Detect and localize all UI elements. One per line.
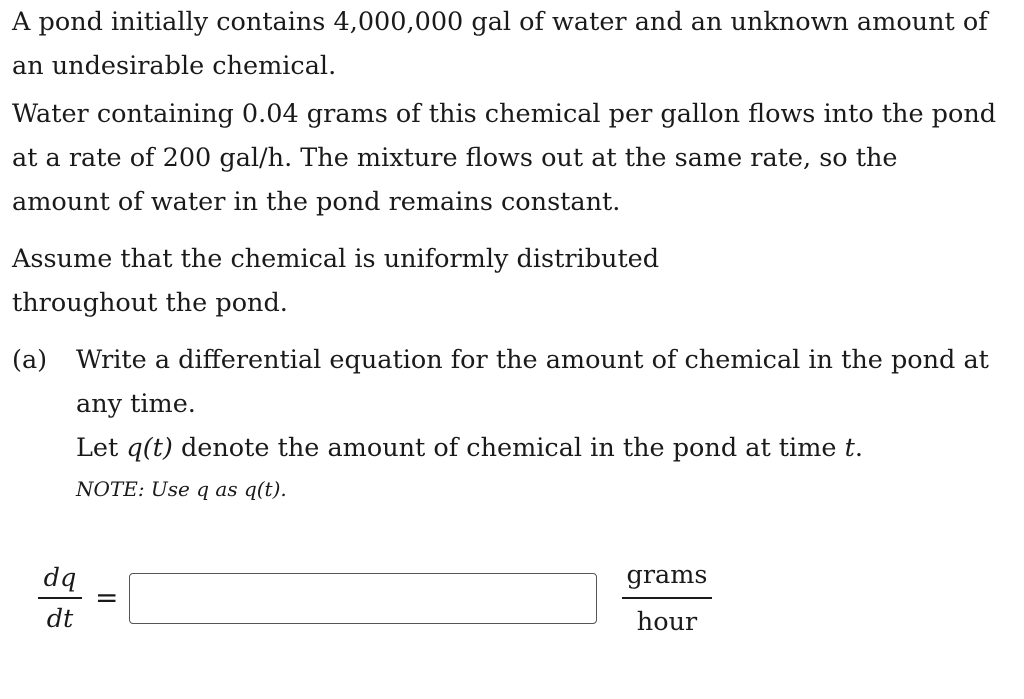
fraction-bar bbox=[38, 597, 82, 599]
unit-denominator: hour bbox=[636, 606, 698, 637]
let-middle: denote the amount of chemical in the pond at time bbox=[172, 433, 845, 463]
problem-assumption: Assume that the chemical is uniformly distributed throughout the pond. bbox=[12, 244, 660, 318]
problem-intro: A pond initially contains 4,000,000 gal of water and an unknown amount of an undesirable chemical. bbox=[12, 7, 988, 81]
part-a-note: NOTE: Use q as q(t). bbox=[76, 477, 287, 501]
let-prefix: Let bbox=[76, 433, 127, 463]
derivative-denominator: dt bbox=[46, 603, 74, 634]
part-a-let-statement bbox=[76, 426, 996, 470]
let-suffix: . bbox=[854, 433, 863, 463]
part-a-question: Write a differential equation for the amount of chemical in the pond at any time. bbox=[76, 345, 989, 419]
unit-numerator: grams bbox=[626, 560, 708, 590]
derivative-fraction bbox=[38, 562, 82, 635]
unit-fraction bbox=[622, 558, 712, 639]
part-a-body bbox=[76, 338, 996, 506]
answer-input[interactable] bbox=[129, 573, 597, 624]
unit-fraction-bar bbox=[622, 597, 712, 599]
equals-sign: = bbox=[95, 581, 119, 614]
let-function: q(t) bbox=[126, 433, 173, 463]
part-a-label: (a) bbox=[12, 345, 48, 375]
derivative-numerator: dq bbox=[43, 563, 77, 593]
problem-inflow: Water containing 0.04 grams of this chemical per gallon flows into the pond at a rate of 200 gal/h. The mixture flows out at the same rate, so the amount of water in the pond remains constant. bbox=[12, 99, 997, 217]
let-variable: t bbox=[844, 433, 855, 463]
